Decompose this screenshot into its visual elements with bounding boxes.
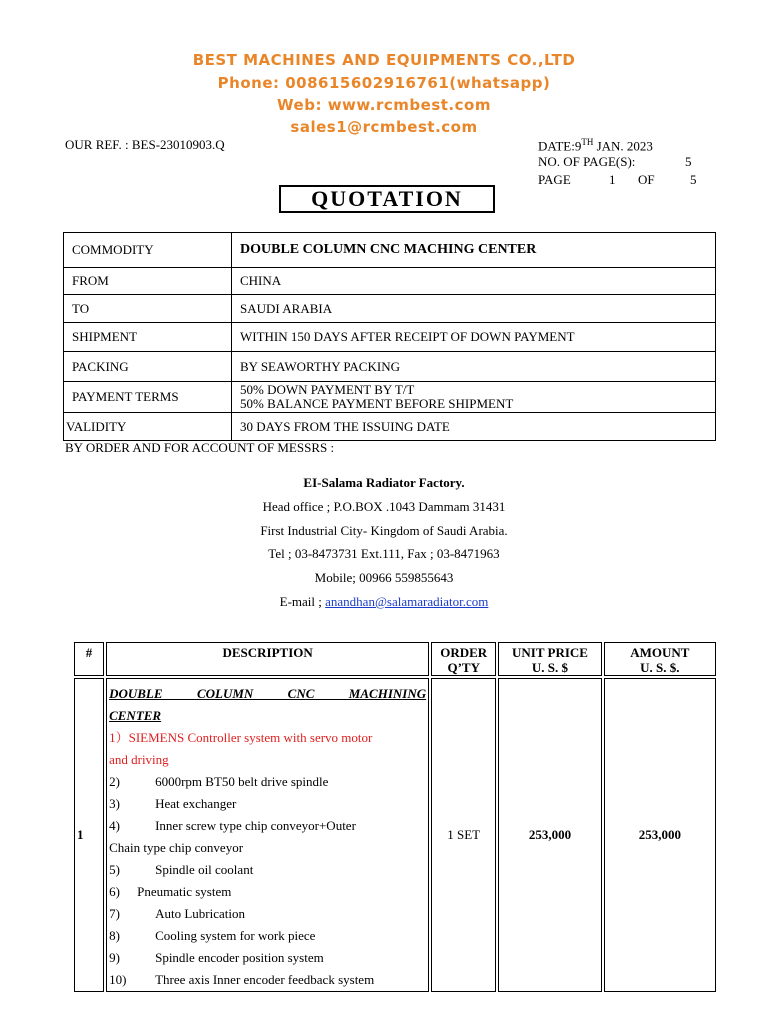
feature-item [109,969,426,991]
company-phone: Phone: 008615602916761(whatsapp) [217,74,551,92]
page-total: 5 [690,172,697,187]
payment-line-2: 50% BALANCE PAYMENT BEFORE SHIPMENT [240,396,514,411]
date-sup: TH [581,137,594,147]
quote-date [538,137,653,154]
order-line: BY ORDER AND FOR ACCOUNT OF MESSRS : [65,440,335,455]
col-num-header: # [74,642,104,676]
terms-row-validity [64,413,716,441]
feature-item [109,925,426,947]
customer-head-office: Head office ; P.O.BOX .1043 Dammam 31431 [262,499,506,514]
feature-number: 8) [109,928,120,943]
feature-number: 6) [109,884,120,899]
feature-item [109,903,426,925]
feature-item [109,771,426,793]
customer-tel: Tel ; 03-8473731 Ext.111, Fax ; 03-8471963 [268,546,500,561]
feature-text: Spindle oil coolant [155,862,254,877]
feature-item [109,947,426,969]
customer-email-line [0,594,768,610]
feature-number: 4) [109,818,120,833]
terms-row-commodity [64,233,716,268]
feature-text: Heat exchanger [155,796,237,811]
terms-value: BY SEAWORTHY PACKING [232,352,716,382]
terms-label: PACKING [64,352,232,382]
terms-row-payment [64,382,716,413]
our-ref: OUR REF. : BES-23010903.Q [65,137,225,152]
company-name: BEST MACHINES AND EQUIPMENTS CO.,LTD [192,51,576,69]
feature-number: 5) [109,862,120,877]
customer-email-link[interactable]: anandhan@salamaradiator.com [325,594,489,609]
feature-item [109,727,426,749]
feature-item-continued: Chain type chip conveyor [109,840,244,855]
feature-number: 9) [109,950,120,965]
company-web: Web: www.rcmbest.com [277,96,491,114]
col-unit-price-header [498,642,601,676]
date-suffix: JAN. 2023 [593,138,653,154]
table-row [74,678,716,992]
row-number: 1 [74,678,104,992]
feature-number: 7) [109,906,120,921]
terms-value: 30 DAYS FROM THE ISSUING DATE [232,413,716,441]
feature-text: 6000rpm BT50 belt drive spindle [155,774,329,789]
terms-value: WITHIN 150 DAYS AFTER RECEIPT OF DOWN PAYMENT [232,323,716,352]
feature-item [109,859,426,881]
terms-value: CHINA [232,268,716,295]
item-title-line-2: CENTER [109,708,162,723]
payment-line-1: 50% DOWN PAYMENT BY T/T [240,382,415,397]
feature-number: 2) [109,774,120,789]
terms-label: COMMODITY [64,233,232,268]
feature-text: Cooling system for work piece [155,928,316,943]
row-qty: 1 SET [431,678,496,992]
terms-label: SHIPMENT [64,323,232,352]
company-email: sales1@rcmbest.com [290,118,478,136]
qty-header-line-1: ORDER [440,645,488,660]
terms-value: DOUBLE COLUMN CNC MACHING CENTER [232,233,716,268]
row-description [106,678,429,992]
quotation-title: QUOTATION [279,185,495,213]
item-title-line-1: DOUBLE COLUMN CNC MACHINING [109,686,427,701]
items-header-row [74,642,716,676]
feature-text: Inner screw type chip conveyor+Outer [155,818,356,833]
col-qty-header [431,642,496,676]
page-number: 1 [609,172,616,187]
amount-header-line-1: AMOUNT [630,645,690,660]
email-label: E-mail ; [279,594,326,609]
terms-row-shipment [64,323,716,352]
page-of: OF [638,172,655,187]
feature-text: Spindle encoder position system [155,950,324,965]
page-label: PAGE [538,172,571,187]
feature-text: Auto Lubrication [155,906,245,921]
pages-value: 5 [685,154,692,169]
row-unit-price: 253,000 [498,678,601,992]
feature-item [109,815,426,837]
feature-item [109,881,426,903]
feature-item-continued: and driving [109,752,169,767]
feature-number: 10) [109,972,127,987]
terms-row-from [64,268,716,295]
col-description-header: DESCRIPTION [106,642,429,676]
qty-header-line-2: Q’TY [447,660,480,675]
feature-text: Pneumatic system [137,884,232,899]
terms-row-packing [64,352,716,382]
terms-label: TO [64,295,232,323]
amount-header-line-2: U. S. $. [640,660,680,675]
terms-value [232,382,716,413]
customer-city: First Industrial City- Kingdom of Saudi Arabia. [260,523,508,538]
customer-name: EI-Salama Radiator Factory. [303,475,465,490]
feature-text: SIEMENS Controller system with servo motor [128,730,373,745]
feature-text: Three axis Inner encoder feedback system [155,972,375,987]
customer-mobile: Mobile; 00966 559855643 [314,570,454,585]
terms-label: FROM [64,268,232,295]
terms-row-to [64,295,716,323]
feature-item [109,793,426,815]
terms-value: SAUDI ARABIA [232,295,716,323]
unit-price-header-line-2: U. S. $ [531,660,569,675]
unit-price-header-line-1: UNIT PRICE [511,645,588,660]
feature-number: 3) [109,796,120,811]
date-prefix: DATE:9 [538,138,582,154]
terms-label: VALIDITY [64,413,232,441]
pages-label: NO. OF PAGE(S): [538,154,636,169]
terms-label: PAYMENT TERMS [64,382,232,413]
items-table [72,640,718,994]
row-amount: 253,000 [604,678,716,992]
col-amount-header [604,642,716,676]
terms-table [63,232,716,441]
feature-number: 1） [109,730,129,745]
